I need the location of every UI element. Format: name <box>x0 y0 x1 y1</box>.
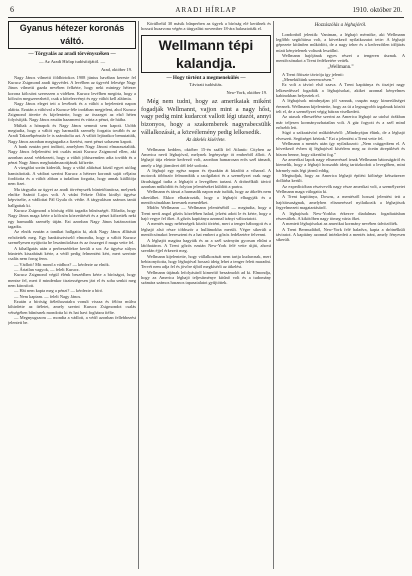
paragraph: Az expedícióban résztvevők nagy része amerikai volt, a személyzetet Wellmann maga válogatta ki. <box>276 183 405 195</box>
section-title: Hozzászólás a léghajóról. <box>314 23 367 28</box>
paragraph: Az amerikai lapok nagy elismeréssel írnak Wellmann bátorságáról és kiemelik, hogy a léghajó hosszabb ideig tartózkodott a levegőben, mint bármely más légi jármű eddig. <box>276 157 405 173</box>
article-1-subhead: — Törgyalás az aradi törvényszéken — <box>28 51 116 57</box>
paragraph: Wellmann hajójának egyes részei a tengeren úsznak. A mentőcsónakot a Trent fedélzetére vették. <box>276 52 405 64</box>
paragraph: Wellmann útjának lefolyásáról kimerítő beszámolót ad ki. Elmondja, hogy az America léghajó teljesítménye kitűnő volt és a tudomány számára számos hasznos tapasztalatot gyűjtöttek. <box>141 269 271 286</box>
paragraph: — Ártatlan vagyok, — felelt Kurucz. <box>14 266 80 272</box>
article-2-subhead: — Hogy történt a megmenekülés — <box>166 74 246 81</box>
column-divider <box>138 21 139 569</box>
paragraph: Múltak a hónapok és Nagy János semmit sem kapott. Utóbb megtudta, hogy a váltót egy harmadik személy forgatta tovább és az Aradi Takarékpénztár le is számítolta azt. A váltót lejáratkor bemutatták, Nagy János azonban megtagadta a fizetést, mert pénzt sohasem kapott. <box>8 122 136 144</box>
paragraph: Súgó a szikratávíró működéséről: „Mindnyájan élünk, de a léghajó elveszett. Segítséget kérünk.” Ezt a jelentést a Trent vette fel. <box>276 130 405 141</box>
paragraph: Ma tárgyalta az ügyet az aradi törvényszék büntetőtanácsa, melynek elnöke Szántó Lajos volt. A vádat Fekete Ödön királyi ügyész képviselte, a vádlottat Pál Gyula dr. védte. A tárgyaláson számos tanút hallgattak ki. <box>8 186 136 208</box>
paragraph: Londonból jelentik: Vaniman, a léghajó mérnöke, aki Wellmann legfőbb segítőtársa volt, a következő nyilatkozatot tette: A léghajó gépezete kitűnően működött, de a nagy teher és a kedvezőtlen időjárás miatt kénytelenek voltunk leszállni. <box>276 31 405 53</box>
paragraph: „Menekültünk szerencsésen.” <box>282 76 335 82</box>
paragraph: — Vádlott! Mit mond a vádhoz? — kérdezte az elnök. <box>14 261 110 267</box>
paragraph: A Trent kapitánya, Downs, a mentésről hosszú jelentést tett a hajótársaságnak, amelyben elismeréssel nyilatkozik a léghajósok fegyelmezett magatartásáról. <box>276 194 405 211</box>
article-2-source: Távirati tudósítás. <box>189 82 223 88</box>
paragraph: Midőn Wellmann — Wellmann jelentéséből — megtudta, hogy a Trent nevű angol gőzös közelében halad, jelzést adott le és kérte, hogy a hajó vegye fel őket. A gőzös kapitánya azonnal irányt változtatott. <box>141 205 271 222</box>
article-2-dateline: New-York, október 19. <box>226 90 267 96</box>
paragraph: Kurucz Zsigmond végül élénk beszédben kérte a bíróságot, hogy mentse fel, mert ő mindenkor tisztességesen járt el és soha senkit meg nem károsított. <box>8 272 136 288</box>
paragraph: — Nem kaptam. — felelt Nagy János. <box>14 293 82 299</box>
article-1-headline: Gyanus hétezer koronás váltó. <box>8 21 136 49</box>
paragraph: Wellmann a mentés után így nyilatkozott: „Nem csüggedtem el. A következő évben új léghajóval kísérlem meg az óceán átrepülését és bízom benne, hogy sikerülni fog.” <box>276 141 405 157</box>
paragraph: Megtudjuk, hogy az America léghajó építési költsége kétszázezer dollárba került. <box>276 173 405 184</box>
paragraph: Wellmann és társai a harmadik napon már tudták, hogy az átkelés nem sikerülhet. Ekkor elhatározták, hogy a léghajót elhagyják és a mentőcsónakban keresnek menedéket. <box>141 189 271 206</box>
paragraph: Nagy János eleget tett a levélnek és a váltót a bejelentett napon aláírta. Ezután a váltóval a Kurucz-féle irodában megjelent, ahol Kurucz Zsigmond átvette és kijelentette, hogy az összeget az első héten folyósítják. Nagy János ezután hazament és várta a pénzt, de hiába. <box>8 101 136 123</box>
paragraph: A mentett léghajósokat az amerikai kormány nevében üdvözölték. <box>282 221 399 227</box>
paragraph: A Trent Bermudából, New-York felé haladva, kapta a drótnélküli táviratot. A kapitány azonnal intézkedett a mentés iránt, amely fényesen sikerült. <box>276 226 405 243</box>
article-1-dateline: Arad, október 19. <box>101 66 132 72</box>
paragraph: — Hát nem kapta meg a pénzt? — kérdezte a bíró. <box>14 288 104 294</box>
paragraph: A léghajósok mindnyájan jól vannak, csupán nagy kimerültséget éreznek. Wellmann kijelentette, hogy az út a legnagyobb izgalmak között telt el, de a személyzet végig bátran viselkedett. <box>276 98 405 114</box>
paragraph: Kurucz Zsigmond a bíróság előtt tagadta bűnösségét. Előadta, hogy Nagy János maga kérte a kölcsön közvetítését és a pénzt kifizették neki egy harmadik személy útján. Ezt azonban Nagy János határozottan tagadta. <box>8 208 136 230</box>
paragraph: Az utasok elbeszélése szerint az America léghajó az utolsó órákban már teljesen kormányozhatatlan volt. A gáz fogyott és a szél mind erősebb lett. <box>276 114 405 130</box>
column-2 <box>141 21 271 569</box>
column-divider <box>273 21 274 569</box>
paragraph: A kihallgatás után a perbeszédekre került a sor. Az ügyész súlyos büntetés kiszabását kérte, a védő pedig felmentést kért, mert szerinte csalás nem forog fenn. <box>8 245 136 262</box>
issue-date: 1910. október 20. <box>352 6 402 14</box>
article-2-headline: Wellmann tépi kalandja. <box>141 35 271 73</box>
paper-name: ARADI HÍRLAP <box>175 6 237 14</box>
lead-paragraph: Még nem tudni, hogy az amerikaiak miként fogadják Wellmannt, vajjon mint a nagy hőst, vagy pedig mint kudarcot vallott légi utazót, annyi bizonyos, hogy a szakemberek nagyrabecsülik vállalkozását, a közvélemény pedig lelkesedik. <box>141 98 271 136</box>
article-1-source: — Az Aradi Hírlap tudósítójától. — <box>38 58 106 64</box>
paragraph: A léghajót magára hagyták és az a szél szárnyán gyorsan eltűnt a látóhatáron. A Trent gőzös ezután New-York felé vette útját, ahová szerdán éjjel érkezett meg. <box>141 237 271 254</box>
paragraph: A bank ezután pert indított, amelyben Nagy Jánost elmarasztalták. Nagy János feljelentést tett csalás miatt Kurucz Zsigmond ellen, aki azonban azzal védekezett, hogy a váltót jóhiszeműen adta tovább és a pénzt Nagy János meghatalmazottjának kifizette. <box>8 143 136 165</box>
paragraph: A léghajósok New-Yorkba érkezve diadalmas fogadtatásban részesültek. A kikötőben nagy tömeg várta őket. <box>276 210 405 221</box>
article-1-body <box>8 75 136 326</box>
paragraph: — Megnyugszom — mondta a vádlott, a védő azonban fellebbezést jelentett be. <box>8 314 136 326</box>
section-title: Az átkelés kísérlete. <box>186 138 226 144</box>
paragraph: A vizsgálat során kiderült, hogy a váltó aláírásai közül egyet utólag hamisítottak. A vádirat szerint Kurucz a hétezer koronát saját céljaira fordította és a váltót abban a tudatban forgatta, hogy annak kiállítója nem fizet. <box>8 165 136 187</box>
paragraph: A mentés nagy nehézségek között történt, mert a tenger háborgott és a léghajó alsó része többször a hullámokba merült. Végre sikerült a mentőcsónakot leereszteni és a hat embert a gőzös fedélzetére felvenni. <box>141 221 271 238</box>
paragraph: Az elnök ezután a tanúkat hallgatta ki, akik Nagy János állítását erősítették meg. Egy banktisztviselő elmondta, hogy a váltót Kurucz személyesen nyújtotta be leszámítolásra és az összeget ő maga vette fel. <box>8 229 136 246</box>
column-1 <box>8 21 136 569</box>
paragraph: A Trent főtiszte távirója így jelenti: <box>282 71 344 77</box>
page-number: 6 <box>10 5 14 14</box>
paragraph: A léghajó egy egész napon és éjszakán át küzdött a viharral. A motorok többször felmondták a szolgálatot és a személyzet csak nagy fáradsággal tudta a léghajót a levegőben tartani. A drótnélküli táviró azonban működött és folyton jelentéseket küldött a partra. <box>141 168 271 190</box>
page-header <box>8 5 404 17</box>
paragraph: Wellmann kedden, október 15-én szállt fel Atlantic Cityben az America nevű léghajóval, melynek legénysége öt emberből állott. A léghajó útja eleinte kedvező volt, azonban hamarosan erős szél támadt, amely a légi járművet dél felé sodorta. <box>141 146 271 168</box>
paragraph: Ez volt a táviró első szava. A Trent kapitánya és tisztjei nagy lelkesedéssel fogadták a léghajósokat, akiket azonnal kényelmes kabinokban helyeztek el. <box>276 82 405 98</box>
paragraph: Ezután a bíróság ítélethozatalra vonult vissza és félóra múlva kihirdette az ítéletet, amely szerint Kurucz Zsigmondot csalás vétségében bűnösnek mondotta ki és hat havi fogházra ítélte. <box>8 298 136 315</box>
quote-heading: „Wellmann.” <box>327 64 354 70</box>
paragraph: Körülbelül 30 másik bűnperben az ügyek a bíróság elé kerülnek és hosszú huzavona végén a tárgyalást november 18-ára halasztották el. <box>141 21 271 32</box>
paragraph: Nagy János vilmetti földbirtokos 1908 június havában kereste fel Kurucz Zsigmond aradi ügyvédet. A levélben az ügyvéd felesége Nagy János vilmetti gazda nevében felkérte, hogy neki mintegy hétezer korona kölcsönt szerezzen a vidéken. Kurucz levélben megírta, hogy a kölcsön megszerezhető, csak a kötelezvényt és egy váltót kell aláírnia. <box>8 74 136 101</box>
header-rule <box>8 17 404 18</box>
column-3 <box>276 21 405 569</box>
paragraph: Wellmann kijelentette, hogy vállalkozását nem tartja kudarcnak, mert bebizonyította, hogy léghajóval hosszú ideig lehet a tenger felett maradni. Tervét nem adja fel és jövőre újból megkísérli az átkelést. <box>141 253 271 270</box>
